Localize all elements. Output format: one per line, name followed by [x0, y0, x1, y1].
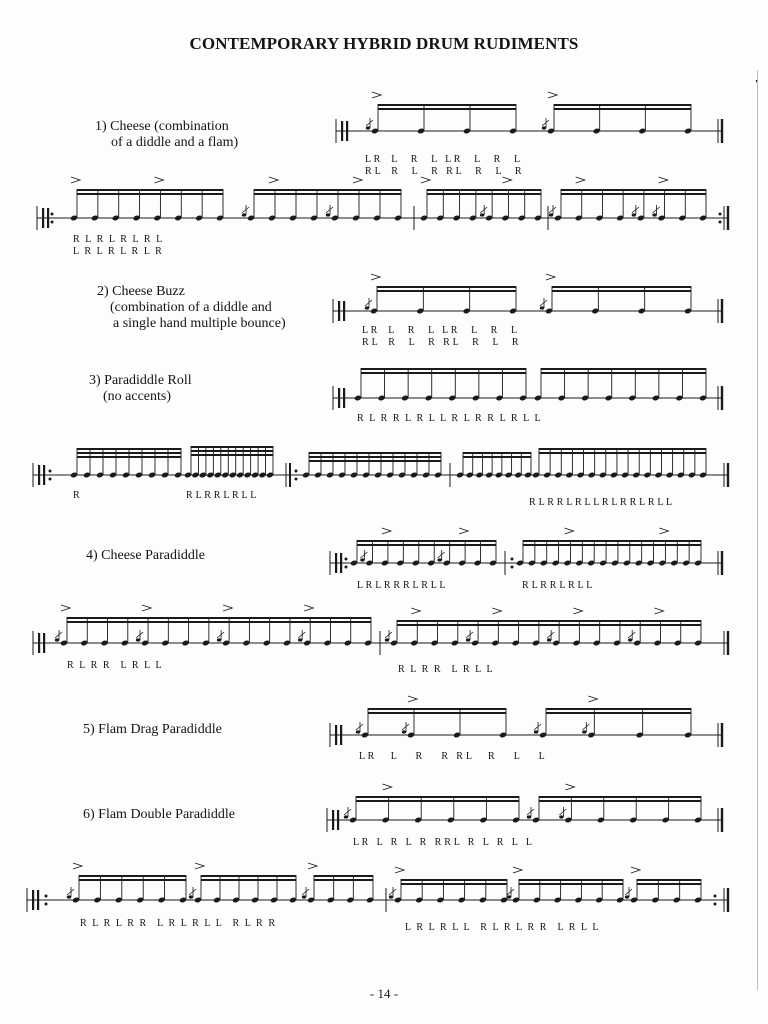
grace-note: [542, 126, 546, 129]
page-number: - 14 -: [369, 986, 399, 1001]
grace-note: [628, 638, 632, 641]
grace-note: [582, 730, 586, 733]
percussion-clef: [38, 633, 40, 653]
sticking-text: R L R L R R L R L R: [365, 166, 522, 177]
beam: [314, 875, 373, 877]
grace-note: [549, 213, 553, 216]
beam: [368, 712, 506, 714]
repeat-dot: [51, 213, 54, 216]
beam: [541, 368, 706, 370]
percussion-clef: [338, 388, 340, 408]
beam: [427, 193, 541, 195]
grace-slash: [298, 632, 305, 638]
beam: [368, 708, 506, 710]
grace-slash: [540, 300, 547, 306]
percussion-clef: [343, 388, 345, 408]
beam: [552, 286, 691, 288]
grace-slash: [507, 889, 514, 895]
percussion-clef: [341, 121, 343, 141]
beam: [357, 544, 496, 546]
grace-slash: [365, 300, 372, 306]
grace-note: [360, 558, 364, 561]
beam: [397, 624, 701, 626]
sticking-text: L R L R L L R L R L: [362, 325, 518, 336]
beam: [539, 452, 706, 454]
beam: [378, 104, 516, 106]
beam: [463, 452, 531, 454]
beam: [357, 540, 496, 542]
repeat-dot: [49, 470, 52, 473]
grace-slash: [466, 632, 473, 638]
repeat-dot: [51, 221, 54, 224]
beam: [191, 446, 273, 448]
label-line: 4) Cheese Paradiddle: [86, 548, 205, 563]
grace-slash: [582, 724, 589, 730]
accent-mark: [411, 608, 420, 614]
grace-note: [507, 895, 511, 898]
sticking-text: L R L R L L R L R L R R L R L L: [405, 922, 599, 933]
accent-mark: [304, 605, 313, 611]
sticking-text: L R L R R R L R L L: [359, 751, 545, 762]
repeat-dot: [45, 895, 48, 898]
grace-slash: [534, 724, 541, 730]
sticking-text: R L R R L R L L: [67, 660, 162, 671]
grace-slash: [542, 120, 549, 126]
accent-mark: [382, 528, 391, 534]
grace-slash: [559, 809, 566, 815]
repeat-dot: [511, 566, 514, 569]
accent-mark: [548, 92, 557, 98]
accent-mark: [492, 608, 501, 614]
repeat-dot: [719, 221, 722, 224]
beam: [377, 286, 516, 288]
sticking-text: L R L R R R L R L L: [357, 580, 446, 591]
repeat-dot: [345, 558, 348, 561]
repeat-dot: [295, 470, 298, 473]
beam: [67, 621, 371, 623]
grace-slash: [366, 120, 373, 126]
accent-mark: [223, 605, 232, 611]
beam: [554, 104, 691, 106]
accent-mark: [383, 784, 392, 790]
repeat-dot: [45, 903, 48, 906]
grace-slash: [628, 632, 635, 638]
beam: [77, 189, 223, 191]
grace-slash: [549, 207, 556, 213]
grace-slash: [632, 207, 639, 213]
grace-note: [67, 895, 71, 898]
grace-slash: [438, 552, 445, 558]
grace-note: [189, 895, 193, 898]
grace-slash: [189, 889, 196, 895]
sticking-text: R L R R L R L L: [398, 664, 493, 675]
accent-mark: [142, 605, 151, 611]
beam: [361, 372, 526, 374]
accent-mark: [395, 867, 404, 873]
percussion-clef: [43, 633, 45, 653]
beam: [377, 290, 516, 292]
repeat-dot: [714, 903, 717, 906]
beam: [361, 368, 526, 370]
grace-slash: [653, 207, 660, 213]
beam: [463, 456, 531, 458]
grace-note: [365, 306, 369, 309]
grace-slash: [217, 632, 224, 638]
sticking-text: R L R L R R L R L R: [362, 337, 519, 348]
grace-slash: [402, 724, 409, 730]
page-title: CONTEMPORARY HYBRID DRUM RUDIMENTS: [189, 34, 579, 53]
grace-slash: [136, 632, 143, 638]
grace-slash: [625, 889, 632, 895]
grace-note: [547, 638, 551, 641]
accent-mark: [353, 177, 362, 183]
grace-note: [480, 213, 484, 216]
accent-mark: [372, 92, 381, 98]
sticking-text: R L R R L R L L: [522, 580, 593, 591]
beam: [397, 620, 701, 622]
beam: [356, 800, 519, 802]
percussion-clef: [338, 301, 340, 321]
percussion-clef: [37, 890, 39, 910]
accent-mark: [565, 784, 574, 790]
grace-slash: [326, 207, 333, 213]
page-edge-line: [757, 70, 758, 990]
grace-slash: [356, 724, 363, 730]
percussion-clef: [43, 465, 45, 485]
grace-note: [136, 638, 140, 641]
label-line: 5) Flam Drag Paradiddle: [83, 722, 222, 737]
percussion-clef: [332, 810, 334, 830]
label-line: a single hand multiple bounce): [113, 316, 286, 331]
beam: [523, 544, 701, 546]
repeat-dot: [719, 213, 722, 216]
beam: [309, 452, 441, 454]
grace-note: [466, 638, 470, 641]
grace-slash: [547, 632, 554, 638]
grace-note: [632, 213, 636, 216]
sticking-text: L R L R L R R R L R L R L L: [353, 837, 533, 848]
grace-note: [217, 638, 221, 641]
grace-slash: [389, 889, 396, 895]
sticking-text: R: [73, 490, 80, 501]
grace-slash: [527, 809, 534, 815]
sticking-text: R L R L R L R L: [73, 234, 163, 245]
accent-mark: [73, 863, 82, 869]
beam: [314, 879, 373, 881]
beam: [519, 879, 623, 881]
sticking-text: L R L R L L R L R L: [365, 154, 521, 165]
grace-slash: [242, 207, 249, 213]
grace-slash: [480, 207, 487, 213]
label-line: of a diddle and a flam): [111, 135, 239, 150]
accent-mark: [408, 696, 417, 702]
beam: [546, 712, 691, 714]
grace-note: [389, 895, 393, 898]
sticking-text: R L R R L R L L R L R R L R L L: [357, 413, 541, 424]
repeat-dot: [511, 558, 514, 561]
beam: [637, 883, 701, 885]
percussion-clef: [346, 121, 348, 141]
repeat-dot: [49, 478, 52, 481]
grace-note: [366, 126, 370, 129]
accent-mark: [195, 863, 204, 869]
grace-note: [534, 730, 538, 733]
sticking-text: R L R R L R L L R L R R L R L L: [529, 497, 673, 508]
beam: [539, 800, 701, 802]
beam: [77, 456, 181, 458]
beam: [561, 193, 706, 195]
grace-note: [344, 815, 348, 818]
beam: [523, 540, 701, 542]
accent-mark: [631, 867, 640, 873]
percussion-clef: [335, 553, 337, 573]
grace-slash: [55, 632, 62, 638]
accent-mark: [588, 696, 597, 702]
grace-note: [540, 306, 544, 309]
grace-note: [437, 558, 441, 561]
grace-note: [402, 730, 406, 733]
beam: [254, 193, 401, 195]
label-line: 3) Paradiddle Roll: [89, 373, 192, 388]
grace-slash: [302, 889, 309, 895]
accent-mark: [546, 274, 555, 280]
percussion-clef: [340, 725, 342, 745]
accent-mark: [573, 608, 582, 614]
percussion-clef: [38, 465, 40, 485]
beam: [541, 372, 706, 374]
grace-slash: [344, 809, 351, 815]
accent-mark: [154, 177, 163, 183]
sticking-text: L R L R L R L R: [73, 246, 163, 257]
accent-mark: [308, 863, 317, 869]
accent-mark: [269, 177, 278, 183]
beam: [77, 193, 223, 195]
accent-mark: [654, 608, 663, 614]
percussion-clef: [47, 208, 49, 228]
accent-mark: [71, 177, 80, 183]
percussion-clef: [337, 810, 339, 830]
grace-note: [356, 730, 360, 733]
label-line: (combination of a diddle and: [110, 300, 272, 315]
sticking-text: R L R R L R L L: [186, 490, 257, 501]
grace-slash: [360, 552, 367, 558]
accent-mark: [659, 528, 668, 534]
beam: [519, 883, 623, 885]
percussion-clef: [32, 890, 34, 910]
grace-note: [302, 895, 306, 898]
grace-slash: [67, 889, 74, 895]
beam: [561, 189, 706, 191]
edge-mark: ': [755, 78, 759, 90]
percussion-clef: [343, 301, 345, 321]
accent-mark: [659, 177, 668, 183]
beam: [77, 452, 181, 454]
beam: [637, 879, 701, 881]
beam: [546, 708, 691, 710]
beam: [356, 796, 519, 798]
repeat-dot: [345, 566, 348, 569]
accent-mark: [576, 177, 585, 183]
grace-note: [625, 895, 629, 898]
beam: [401, 879, 507, 881]
repeat-dot: [714, 895, 717, 898]
beam: [309, 456, 441, 458]
beam: [427, 189, 541, 191]
beam: [552, 290, 691, 292]
grace-note: [652, 213, 656, 216]
beam: [77, 448, 181, 450]
sticking-text: R L R L R R L R L R L L R L R R: [80, 918, 276, 929]
percussion-clef: [335, 725, 337, 745]
grace-note: [55, 638, 59, 641]
grace-note: [298, 638, 302, 641]
label-line: (no accents): [103, 389, 172, 404]
grace-note: [385, 638, 389, 641]
grace-note: [559, 815, 563, 818]
grace-note: [527, 815, 531, 818]
beam: [378, 108, 516, 110]
accent-mark: [371, 274, 380, 280]
beam: [67, 617, 371, 619]
accent-mark: [61, 605, 70, 611]
beam: [401, 883, 507, 885]
label-line: 2) Cheese Buzz: [97, 284, 185, 299]
beam: [79, 875, 186, 877]
accent-mark: [513, 867, 522, 873]
grace-note: [326, 213, 330, 216]
grace-slash: [385, 632, 392, 638]
beam: [191, 450, 273, 452]
beam: [254, 189, 401, 191]
beam: [539, 448, 706, 450]
label-line: 6) Flam Double Paradiddle: [83, 807, 236, 822]
label-line: 1) Cheese (combination: [95, 119, 229, 134]
beam: [191, 454, 273, 456]
percussion-clef: [42, 208, 44, 228]
percussion-clef: [340, 553, 342, 573]
beam: [201, 879, 296, 881]
beam: [539, 796, 701, 798]
accent-mark: [459, 528, 468, 534]
beam: [201, 875, 296, 877]
repeat-dot: [295, 478, 298, 481]
beam: [554, 108, 691, 110]
grace-note: [242, 213, 246, 216]
beam: [309, 460, 441, 462]
accent-mark: [564, 528, 573, 534]
beam: [79, 879, 186, 881]
